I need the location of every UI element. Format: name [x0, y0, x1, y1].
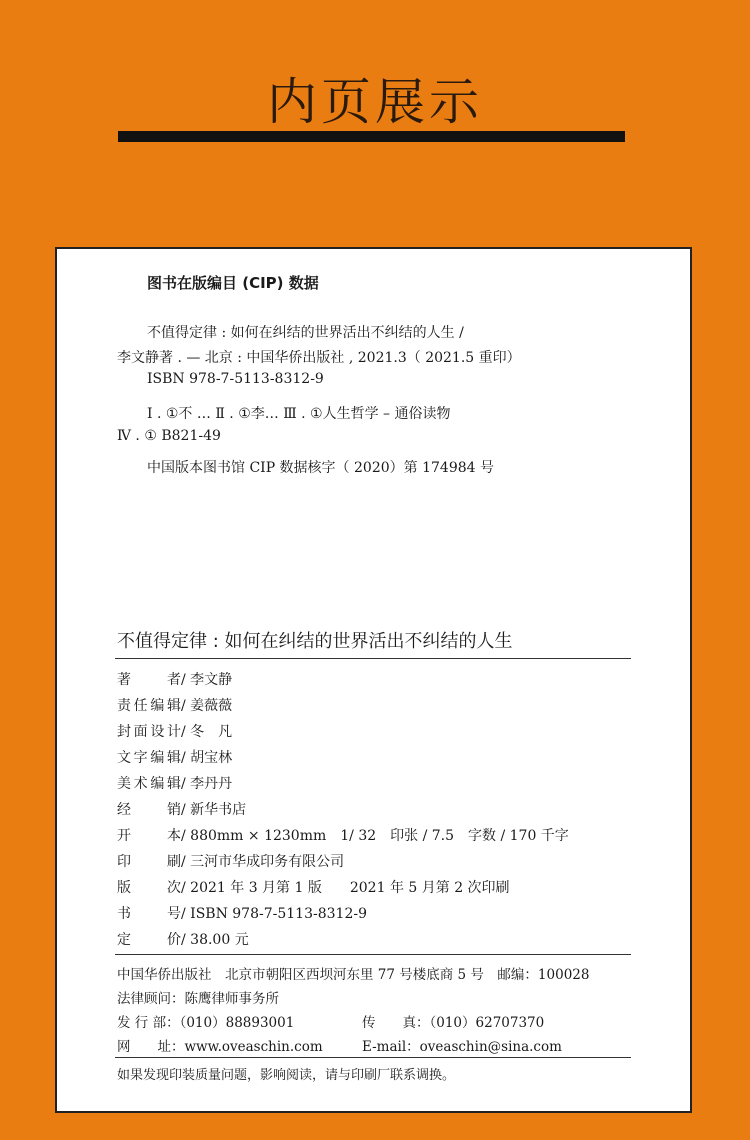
- website: 网 址：www.oveaschin.com: [117, 1039, 323, 1055]
- divider: [115, 1057, 631, 1058]
- credit-row: 著 者/ 李文静: [117, 672, 233, 688]
- legal-advisor: 法律顾问：陈鹰律师事务所: [117, 991, 279, 1007]
- book-title: 不值得定律 : 如何在纠结的世界活出不纠结的人生: [117, 631, 513, 652]
- credit-row: 开 本/ 880mm × 1230mm 1/ 32 印张 / 7.5 字数 / 170 千字: [117, 828, 569, 844]
- cip-line: ISBN 978-7-5113-8312-9: [147, 371, 324, 387]
- credit-row: 美术编辑/ 李丹丹: [117, 776, 233, 792]
- cip-heading: 图书在版编目 (CIP) 数据: [147, 274, 319, 292]
- cip-line: 不值得定律 : 如何在纠结的世界活出不纠结的人生 /: [147, 325, 464, 341]
- cip-line: 中国版本图书馆 CIP 数据核字（ 2020）第 174984 号: [147, 460, 494, 476]
- heading-underline: [118, 131, 625, 142]
- credit-row: 文字编辑/ 胡宝林: [117, 750, 233, 766]
- cip-line: Ⅳ . ① B821-49: [117, 428, 221, 444]
- credit-row: 书 号/ ISBN 978-7-5113-8312-9: [117, 906, 367, 922]
- email: E-mail：oveaschin@sina.com: [362, 1039, 562, 1055]
- credit-row: 版 次/ 2021 年 3 月第 1 版 2021 年 5 月第 2 次印刷: [117, 880, 510, 896]
- credit-row: 封面设计/ 冬 凡: [117, 724, 233, 740]
- credit-row: 责任编辑/ 姜薇薇: [117, 698, 233, 714]
- page-heading: 内页展示: [267, 73, 483, 131]
- cip-line: Ⅰ . ①不 … Ⅱ . ①李… Ⅲ . ①人生哲学 – 通俗读物: [147, 406, 451, 422]
- credit-row: 定 价/ 38.00 元: [117, 932, 249, 948]
- copyright-page: [55, 247, 692, 1113]
- quality-notice: 如果发现印装质量问题，影响阅读，请与印刷厂联系调换。: [117, 1068, 456, 1083]
- publisher-address: 中国华侨出版社 北京市朝阳区西坝河东里 77 号楼底商 5 号 邮编：100028: [117, 967, 590, 983]
- fax: 传 真：（010）62707370: [362, 1015, 545, 1031]
- divider: [115, 954, 631, 955]
- divider: [115, 658, 631, 659]
- credit-row: 经 销/ 新华书店: [117, 802, 247, 818]
- credit-row: 印 刷/ 三河市华成印务有限公司: [117, 854, 345, 870]
- cip-line: 李文静著 . — 北京 : 中国华侨出版社 , 2021.3（ 2021.5 重印）: [117, 350, 521, 366]
- distribution-phone: 发 行 部：（010）88893001: [117, 1015, 295, 1031]
